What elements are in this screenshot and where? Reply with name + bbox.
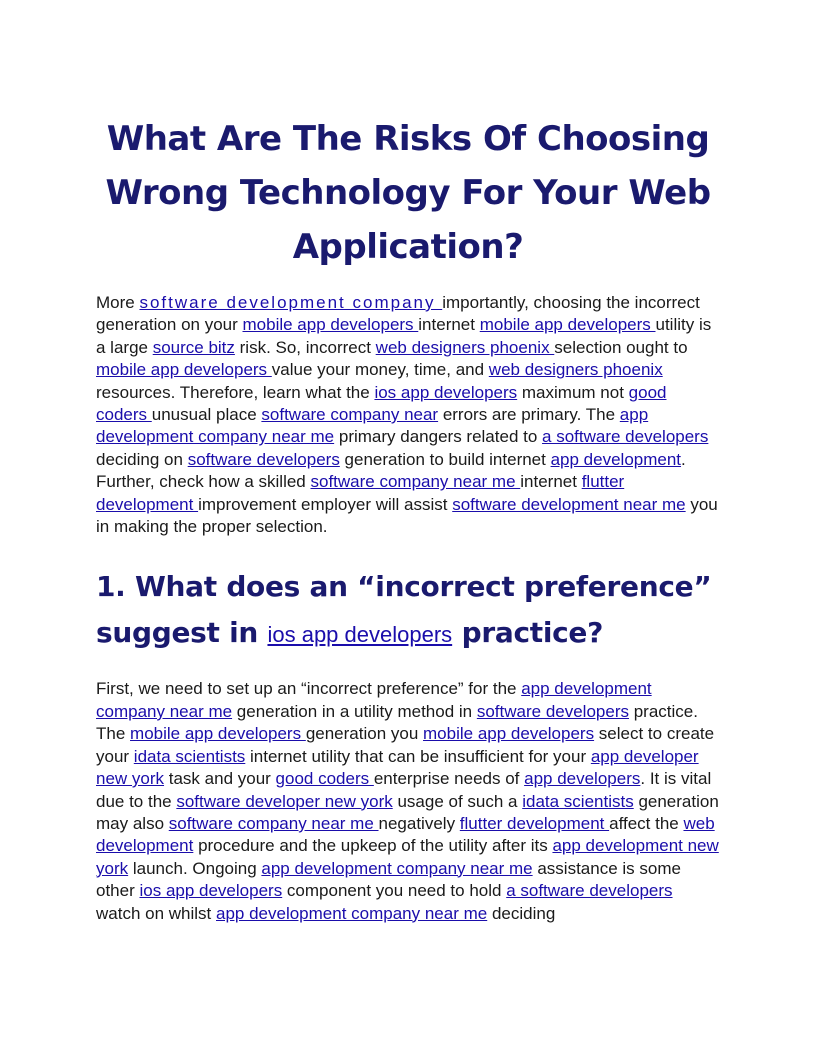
inline-link[interactable]: software developers	[476, 701, 629, 721]
paragraph-text: select to create your	[96, 724, 715, 766]
paragraph-text: maximum not	[517, 382, 629, 402]
inline-link[interactable]: ios app developers	[139, 881, 283, 901]
inline-link[interactable]: software company near me	[310, 472, 521, 492]
inline-link[interactable]: software developer new york	[176, 791, 393, 811]
paragraph-text: generation may also	[96, 791, 719, 833]
paragraph-text: importantly, choosing the incorrect generation on your	[96, 293, 700, 335]
inline-link[interactable]: web designers phoenix	[488, 360, 663, 380]
paragraph-text: More	[96, 293, 140, 312]
paragraph-text: utility is a large	[96, 315, 712, 357]
inline-link[interactable]: ios app developers	[374, 382, 518, 402]
paragraph-text: usage of such a	[392, 791, 523, 811]
paragraph-text: launch. Ongoing	[128, 858, 262, 878]
paragraph-text: unusual place	[151, 405, 262, 425]
paragraph-text: resources. Therefore, learn what the	[96, 382, 375, 402]
paragraph-text: improvement employer will assist	[198, 494, 453, 514]
paragraph-text: procedure and the upkeep of the utility after its	[193, 836, 553, 856]
inline-link[interactable]: software development company	[139, 293, 443, 312]
paragraph-text: task and your	[164, 769, 276, 789]
inline-link[interactable]: software company near me	[168, 813, 379, 833]
paragraph-text: component you need to hold	[282, 881, 507, 901]
paragraph-text: selection ought to	[554, 337, 688, 357]
inline-link[interactable]: flutter development	[459, 813, 610, 833]
inline-link[interactable]: web development	[96, 813, 715, 856]
inline-link[interactable]: good coders	[96, 382, 667, 425]
section-heading-text: 1. What does an “incorrect preference” suggest in	[96, 570, 712, 650]
inline-link[interactable]: flutter development	[96, 472, 625, 514]
intro-paragraph	[96, 292, 720, 538]
inline-link[interactable]: good coders	[275, 769, 374, 789]
paragraph-text: risk. So, incorrect	[234, 337, 376, 357]
inline-link[interactable]: app development company near me	[261, 858, 533, 878]
inline-link[interactable]: mobile app developers	[96, 360, 272, 380]
inline-link[interactable]: software company near	[261, 405, 439, 425]
inline-link[interactable]: mobile app developers	[423, 724, 595, 744]
inline-link[interactable]: app development company near me	[96, 679, 652, 721]
paragraph-text: negatively	[378, 813, 460, 833]
inline-link[interactable]: app development company near me	[216, 903, 488, 923]
paragraph-text: generation to build internet	[339, 449, 551, 469]
paragraph-text: generation in a utility method in	[232, 701, 477, 721]
paragraph-text: affect the	[609, 813, 684, 833]
inline-link[interactable]: a software developers	[542, 427, 709, 447]
paragraph-text: internet utility that can be insufficient for your	[245, 746, 591, 766]
paragraph-text: . Further, check how a skilled	[96, 449, 686, 492]
paragraph-text: errors are primary. The	[438, 405, 620, 425]
inline-link[interactable]: app developers	[524, 769, 641, 789]
paragraph-text: enterprise needs of	[373, 769, 525, 789]
paragraph-text: First, we need to set up an “incorrect preference” for the	[96, 679, 522, 699]
inline-link[interactable]: source bitz	[152, 337, 235, 357]
inline-link[interactable]: app development new york	[96, 836, 719, 878]
inline-link[interactable]: mobile app developers	[130, 724, 306, 744]
inline-link[interactable]: idata scientists	[133, 746, 246, 766]
paragraph-text: watch on whilst	[96, 903, 216, 923]
paragraph-text: generation you	[305, 724, 424, 744]
inline-link[interactable]: app development company near me	[96, 405, 649, 447]
inline-link[interactable]: software developers	[187, 449, 340, 469]
inline-link[interactable]: mobile app developers	[242, 315, 419, 335]
paragraph-text: deciding on	[96, 449, 188, 469]
paragraph-text: internet	[520, 472, 582, 492]
section-heading-link[interactable]: ios app developers	[267, 622, 453, 648]
paragraph-text: you in making the proper selection.	[96, 494, 718, 537]
paragraph-text: practice. The	[96, 701, 698, 744]
paragraph-text: value your money, time, and	[271, 360, 489, 380]
paragraph-text: assistance is some other	[96, 858, 681, 901]
inline-link[interactable]: mobile app developers	[479, 315, 656, 335]
section-paragraph	[96, 678, 720, 924]
inline-link[interactable]: app development	[550, 449, 682, 469]
inline-link[interactable]: web designers phoenix	[375, 337, 555, 357]
inline-link[interactable]: idata scientists	[522, 791, 634, 811]
paragraph-text: . It is vital due to the	[96, 769, 712, 811]
paragraph-text: internet	[418, 315, 480, 335]
inline-link[interactable]: app developer new york	[96, 746, 699, 789]
section-heading	[96, 564, 720, 658]
inline-link[interactable]: software development near me	[452, 494, 686, 514]
section-heading-text-end: practice?	[452, 616, 604, 650]
inline-link[interactable]: a software developers	[506, 881, 673, 901]
page-title: What Are The Risks Of Choosing Wrong Technology For Your Web Application?	[105, 119, 711, 267]
paragraph-text: primary dangers related to	[334, 427, 543, 447]
paragraph-text: deciding	[487, 903, 556, 923]
